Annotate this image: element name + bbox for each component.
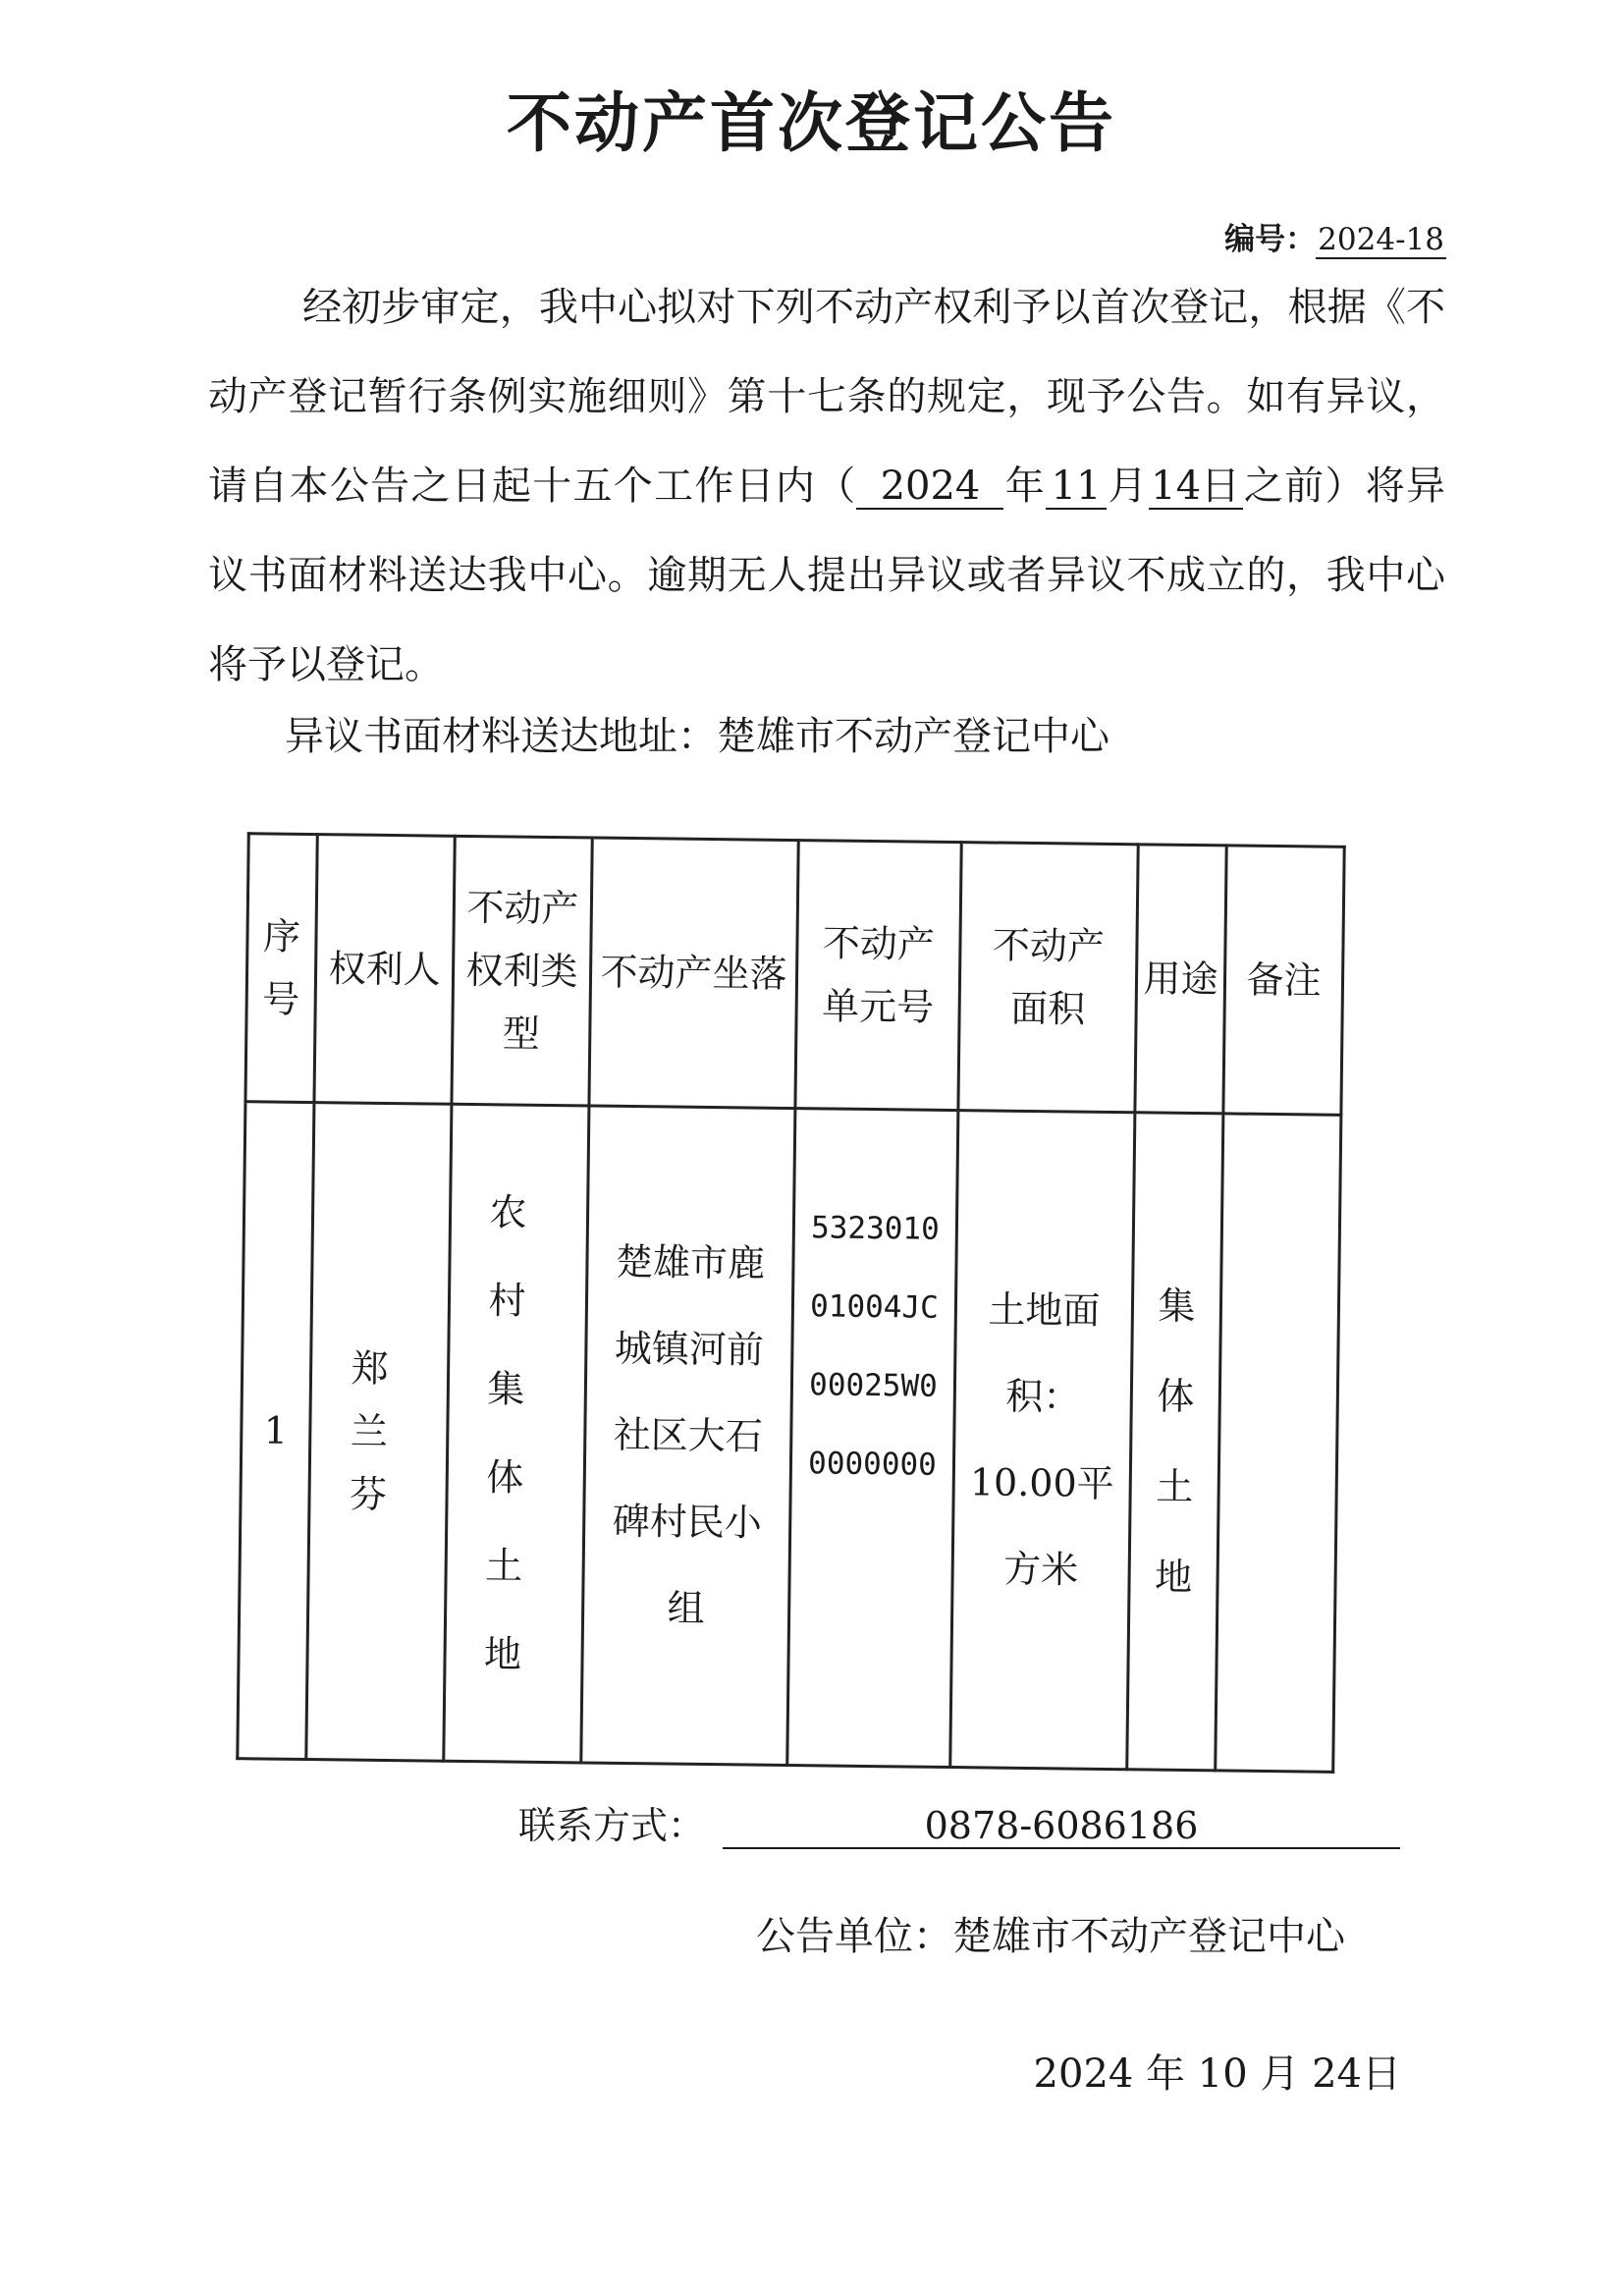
- document-number-value: 2024-18: [1318, 222, 1444, 257]
- unit-no-line: 5323010: [810, 1210, 940, 1247]
- deadline-month-char: 月: [1107, 464, 1149, 509]
- cell-holder: 郑兰芬: [306, 1103, 452, 1762]
- cell-remark: [1216, 1114, 1341, 1772]
- paragraph-part2: 之前）将异议书面材料送达我中心。逾期无人提出异议或者异议不成立的，我中心将予以登记。: [208, 464, 1446, 687]
- cell-unit-no: [787, 1109, 958, 1768]
- contact-line: [518, 1795, 1400, 1849]
- deadline-year: 2024: [856, 465, 1003, 510]
- header-right-type: 不动产权利类型: [452, 836, 592, 1106]
- unit-no-line: 01004JC: [809, 1288, 939, 1326]
- deadline-month: 11: [1046, 465, 1107, 510]
- document-number-label: 编号：: [1224, 222, 1317, 257]
- header-usage: 用途: [1135, 845, 1226, 1114]
- header-seq: 序号: [245, 834, 317, 1103]
- header-remark: 备注: [1223, 846, 1344, 1115]
- cell-area: 土地面积：10.00平方米: [950, 1111, 1135, 1770]
- registration-table: [236, 832, 1345, 1774]
- paragraph-part1: 经初步审定，我中心拟对下列不动产权利予以首次登记，根据《不动产登记暂行条例实施细则》第十七条的规定，现予公告。如有异议，请自本公告之日起十五个工作日内（: [208, 285, 1445, 509]
- cell-seq: 1: [238, 1102, 314, 1760]
- header-location: 不动产坐落: [589, 838, 798, 1109]
- table-row: [238, 1102, 1341, 1773]
- deadline-year-char: 年: [1003, 464, 1047, 509]
- header-area: 不动产面积: [958, 843, 1138, 1113]
- contact-label: 联系方式：: [518, 1804, 706, 1847]
- header-holder: 权利人: [314, 835, 455, 1105]
- document-number: [1224, 214, 1446, 258]
- deadline-day: 14日: [1149, 465, 1243, 510]
- unit-no-line: 0000000: [807, 1446, 938, 1483]
- announcement-paragraph: [208, 263, 1445, 710]
- page-title: 不动产首次登记公告: [507, 85, 1116, 161]
- cell-usage: 集体土地: [1127, 1113, 1223, 1771]
- cell-location: 楚雄市鹿城镇河前社区大石碑村民小组: [581, 1106, 795, 1766]
- registration-table-wrapper: [236, 832, 1342, 1774]
- cell-right-type: 农村集体土地: [444, 1104, 589, 1763]
- issuing-unit: 公告单位：楚雄市不动产登记中心: [756, 1914, 1345, 1959]
- contact-phone: 0878-6086186: [723, 1804, 1400, 1849]
- issue-date: 2024 年 10 月 24日: [1033, 2051, 1401, 2097]
- objection-address: 异议书面材料送达地址：楚雄市不动产登记中心: [285, 714, 1109, 759]
- table-header-row: [245, 834, 1344, 1116]
- unit-no-line: 00025W0: [808, 1367, 939, 1404]
- header-unit-no: 不动产单元号: [795, 841, 961, 1111]
